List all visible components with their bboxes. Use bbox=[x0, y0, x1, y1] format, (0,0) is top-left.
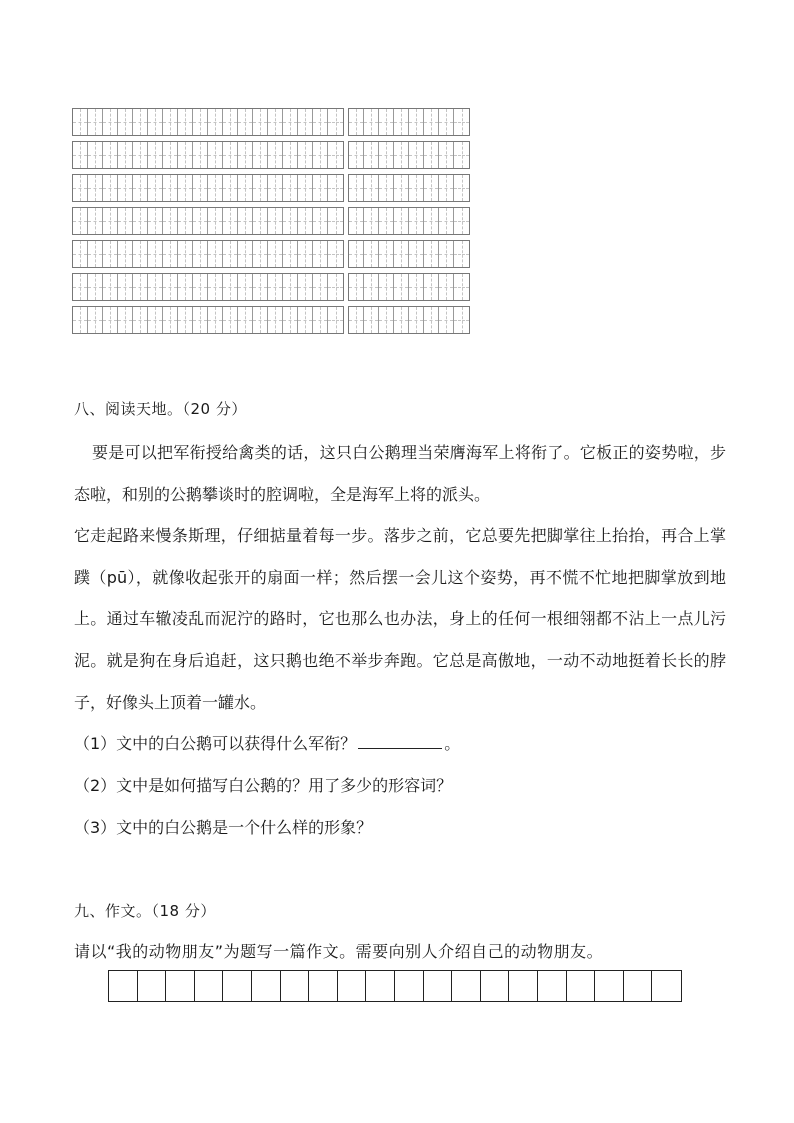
grid-cell[interactable] bbox=[73, 307, 88, 333]
essay-cell[interactable] bbox=[366, 971, 395, 1001]
essay-cell[interactable] bbox=[309, 971, 338, 1001]
grid-cell[interactable] bbox=[298, 142, 313, 168]
grid-cell[interactable] bbox=[268, 109, 283, 135]
grid-cell[interactable] bbox=[313, 274, 328, 300]
grid-block-left bbox=[72, 240, 344, 268]
grid-cell[interactable] bbox=[103, 274, 118, 300]
grid-cell[interactable] bbox=[439, 208, 454, 234]
grid-cell[interactable] bbox=[193, 142, 208, 168]
grid-cell[interactable] bbox=[178, 241, 193, 267]
essay-cell[interactable] bbox=[166, 971, 195, 1001]
grid-cell[interactable] bbox=[349, 241, 364, 267]
grid-cell[interactable] bbox=[454, 208, 469, 234]
grid-cell[interactable] bbox=[454, 241, 469, 267]
grid-cell[interactable] bbox=[238, 241, 253, 267]
grid-cell[interactable] bbox=[394, 142, 409, 168]
grid-cell[interactable] bbox=[118, 142, 133, 168]
grid-cell[interactable] bbox=[394, 208, 409, 234]
grid-cell[interactable] bbox=[193, 307, 208, 333]
grid-cell[interactable] bbox=[328, 307, 343, 333]
grid-cell[interactable] bbox=[328, 142, 343, 168]
section-8-title: 八、阅读天地。（20 分） bbox=[74, 400, 247, 418]
grid-cell[interactable] bbox=[409, 274, 424, 300]
grid-row bbox=[72, 207, 500, 235]
grid-cell[interactable] bbox=[364, 241, 379, 267]
grid-block-left bbox=[72, 108, 344, 136]
grid-cell[interactable] bbox=[409, 208, 424, 234]
essay-prompt: 请以“我的动物朋友”为题写一篇作文。需要向别人介绍自己的动物朋友。 bbox=[74, 942, 604, 961]
grid-cell[interactable] bbox=[424, 109, 439, 135]
grid-cell[interactable] bbox=[238, 208, 253, 234]
essay-cell[interactable] bbox=[109, 971, 138, 1001]
passage-paragraph-1: 要是可以把军衔授给禽类的话，这只白公鹅理当荣膺海军上将衔了。它板正的姿势啦，步态啦，和别的公鹅攀谈时的腔调啦，全是海军上将的派头。 bbox=[74, 443, 726, 504]
grid-cell[interactable] bbox=[454, 109, 469, 135]
grid-cell[interactable] bbox=[349, 109, 364, 135]
grid-cell[interactable] bbox=[424, 307, 439, 333]
essay-cell[interactable] bbox=[395, 971, 424, 1001]
grid-cell[interactable] bbox=[133, 175, 148, 201]
grid-cell[interactable] bbox=[298, 109, 313, 135]
essay-cell[interactable] bbox=[538, 971, 567, 1001]
essay-cell[interactable] bbox=[338, 971, 367, 1001]
grid-cell[interactable] bbox=[148, 142, 163, 168]
grid-cell[interactable] bbox=[298, 241, 313, 267]
grid-block-right bbox=[348, 240, 470, 268]
grid-cell[interactable] bbox=[223, 241, 238, 267]
grid-cell[interactable] bbox=[253, 241, 268, 267]
grid-cell[interactable] bbox=[223, 307, 238, 333]
grid-cell[interactable] bbox=[409, 307, 424, 333]
grid-cell[interactable] bbox=[103, 241, 118, 267]
grid-cell[interactable] bbox=[88, 109, 103, 135]
grid-cell[interactable] bbox=[439, 307, 454, 333]
essay-cell[interactable] bbox=[652, 971, 681, 1001]
grid-cell[interactable] bbox=[118, 109, 133, 135]
grid-cell[interactable] bbox=[178, 307, 193, 333]
grid-cell[interactable] bbox=[454, 142, 469, 168]
grid-cell[interactable] bbox=[133, 109, 148, 135]
grid-cell[interactable] bbox=[424, 175, 439, 201]
grid-cell[interactable] bbox=[409, 175, 424, 201]
grid-cell[interactable] bbox=[364, 274, 379, 300]
grid-cell[interactable] bbox=[394, 307, 409, 333]
grid-cell[interactable] bbox=[73, 109, 88, 135]
grid-cell[interactable] bbox=[313, 241, 328, 267]
grid-cell[interactable] bbox=[283, 241, 298, 267]
grid-block-left bbox=[72, 141, 344, 169]
grid-cell[interactable] bbox=[364, 175, 379, 201]
grid-cell[interactable] bbox=[208, 142, 223, 168]
grid-cell[interactable] bbox=[394, 274, 409, 300]
grid-cell[interactable] bbox=[103, 175, 118, 201]
grid-cell[interactable] bbox=[283, 307, 298, 333]
grid-cell[interactable] bbox=[454, 274, 469, 300]
grid-cell[interactable] bbox=[379, 274, 394, 300]
grid-block-left bbox=[72, 273, 344, 301]
grid-cell[interactable] bbox=[133, 307, 148, 333]
grid-cell[interactable] bbox=[394, 109, 409, 135]
grid-cell[interactable] bbox=[328, 175, 343, 201]
grid-cell[interactable] bbox=[268, 274, 283, 300]
writing-grid[interactable] bbox=[72, 108, 500, 339]
grid-cell[interactable] bbox=[193, 175, 208, 201]
grid-cell[interactable] bbox=[253, 142, 268, 168]
grid-cell[interactable] bbox=[103, 208, 118, 234]
grid-cell[interactable] bbox=[238, 307, 253, 333]
grid-cell[interactable] bbox=[148, 274, 163, 300]
grid-cell[interactable] bbox=[163, 307, 178, 333]
reading-passage bbox=[74, 432, 726, 723]
grid-cell[interactable] bbox=[268, 241, 283, 267]
grid-cell[interactable] bbox=[313, 142, 328, 168]
grid-cell[interactable] bbox=[424, 208, 439, 234]
grid-row bbox=[72, 273, 500, 301]
grid-cell[interactable] bbox=[394, 241, 409, 267]
grid-cell[interactable] bbox=[328, 109, 343, 135]
question-1-end: 。 bbox=[444, 734, 461, 753]
grid-cell[interactable] bbox=[163, 109, 178, 135]
grid-row bbox=[72, 108, 500, 136]
grid-cell[interactable] bbox=[133, 208, 148, 234]
grid-cell[interactable] bbox=[178, 175, 193, 201]
grid-cell[interactable] bbox=[118, 307, 133, 333]
grid-row bbox=[72, 306, 500, 334]
grid-cell[interactable] bbox=[238, 274, 253, 300]
grid-cell[interactable] bbox=[193, 109, 208, 135]
grid-cell[interactable] bbox=[424, 142, 439, 168]
grid-cell[interactable] bbox=[88, 175, 103, 201]
grid-cell[interactable] bbox=[298, 208, 313, 234]
grid-cell[interactable] bbox=[148, 175, 163, 201]
grid-cell[interactable] bbox=[208, 307, 223, 333]
grid-cell[interactable] bbox=[349, 307, 364, 333]
grid-cell[interactable] bbox=[439, 109, 454, 135]
grid-cell[interactable] bbox=[454, 175, 469, 201]
grid-cell[interactable] bbox=[439, 175, 454, 201]
grid-cell[interactable] bbox=[148, 307, 163, 333]
grid-cell[interactable] bbox=[439, 241, 454, 267]
grid-block-right bbox=[348, 306, 470, 334]
grid-cell[interactable] bbox=[163, 274, 178, 300]
grid-cell[interactable] bbox=[133, 274, 148, 300]
grid-cell[interactable] bbox=[118, 208, 133, 234]
grid-cell[interactable] bbox=[163, 208, 178, 234]
grid-cell[interactable] bbox=[148, 208, 163, 234]
grid-cell[interactable] bbox=[73, 142, 88, 168]
grid-cell[interactable] bbox=[148, 241, 163, 267]
essay-cell[interactable] bbox=[595, 971, 624, 1001]
grid-cell[interactable] bbox=[349, 208, 364, 234]
grid-cell[interactable] bbox=[103, 307, 118, 333]
grid-cell[interactable] bbox=[268, 175, 283, 201]
grid-cell[interactable] bbox=[379, 175, 394, 201]
grid-cell[interactable] bbox=[364, 109, 379, 135]
grid-cell[interactable] bbox=[73, 208, 88, 234]
grid-cell[interactable] bbox=[394, 175, 409, 201]
question-1 bbox=[74, 731, 460, 754]
section-9-title: 九、作文。（18 分） bbox=[74, 902, 216, 920]
grid-cell[interactable] bbox=[178, 142, 193, 168]
grid-cell[interactable] bbox=[88, 274, 103, 300]
essay-cell[interactable] bbox=[195, 971, 224, 1001]
grid-cell[interactable] bbox=[268, 142, 283, 168]
grid-cell[interactable] bbox=[379, 307, 394, 333]
grid-cell[interactable] bbox=[208, 175, 223, 201]
grid-cell[interactable] bbox=[88, 208, 103, 234]
grid-cell[interactable] bbox=[283, 142, 298, 168]
grid-cell[interactable] bbox=[349, 175, 364, 201]
grid-cell[interactable] bbox=[283, 208, 298, 234]
grid-cell[interactable] bbox=[313, 109, 328, 135]
grid-cell[interactable] bbox=[409, 142, 424, 168]
question-1-text: （1）文中的白公鹅可以获得什么军衔？ bbox=[74, 734, 357, 753]
essay-cell[interactable] bbox=[138, 971, 167, 1001]
grid-row bbox=[72, 174, 500, 202]
essay-cell[interactable] bbox=[281, 971, 310, 1001]
grid-cell[interactable] bbox=[133, 241, 148, 267]
grid-cell[interactable] bbox=[163, 175, 178, 201]
grid-cell[interactable] bbox=[328, 274, 343, 300]
grid-cell[interactable] bbox=[283, 109, 298, 135]
question-2: （2）文中是如何描写白公鹅的？用了多少的形容词？ bbox=[74, 776, 453, 795]
grid-cell[interactable] bbox=[253, 175, 268, 201]
grid-cell[interactable] bbox=[313, 307, 328, 333]
grid-cell[interactable] bbox=[253, 307, 268, 333]
grid-cell[interactable] bbox=[88, 241, 103, 267]
grid-cell[interactable] bbox=[88, 307, 103, 333]
essay-cell[interactable] bbox=[452, 971, 481, 1001]
grid-cell[interactable] bbox=[88, 142, 103, 168]
grid-cell[interactable] bbox=[223, 274, 238, 300]
grid-cell[interactable] bbox=[133, 142, 148, 168]
grid-cell[interactable] bbox=[73, 175, 88, 201]
grid-cell[interactable] bbox=[283, 274, 298, 300]
grid-cell[interactable] bbox=[73, 241, 88, 267]
grid-cell[interactable] bbox=[313, 175, 328, 201]
grid-cell[interactable] bbox=[208, 208, 223, 234]
grid-cell[interactable] bbox=[238, 109, 253, 135]
grid-cell[interactable] bbox=[268, 208, 283, 234]
essay-answer-row[interactable] bbox=[108, 970, 682, 1002]
grid-cell[interactable] bbox=[439, 142, 454, 168]
grid-cell[interactable] bbox=[349, 142, 364, 168]
grid-cell[interactable] bbox=[313, 208, 328, 234]
essay-cell[interactable] bbox=[424, 971, 453, 1001]
essay-cell[interactable] bbox=[624, 971, 653, 1001]
grid-cell[interactable] bbox=[118, 274, 133, 300]
grid-cell[interactable] bbox=[148, 109, 163, 135]
grid-cell[interactable] bbox=[253, 208, 268, 234]
grid-cell[interactable] bbox=[298, 274, 313, 300]
grid-cell[interactable] bbox=[379, 142, 394, 168]
grid-cell[interactable] bbox=[409, 109, 424, 135]
grid-cell[interactable] bbox=[253, 109, 268, 135]
grid-cell[interactable] bbox=[439, 274, 454, 300]
grid-cell[interactable] bbox=[163, 241, 178, 267]
grid-cell[interactable] bbox=[73, 274, 88, 300]
grid-cell[interactable] bbox=[364, 208, 379, 234]
grid-cell[interactable] bbox=[379, 208, 394, 234]
grid-cell[interactable] bbox=[118, 175, 133, 201]
question-3: （3）文中的白公鹅是一个什么样的形象？ bbox=[74, 818, 373, 837]
grid-cell[interactable] bbox=[163, 142, 178, 168]
grid-cell[interactable] bbox=[193, 208, 208, 234]
passage-paragraph-2: 它走起路来慢条斯理，仔细掂量着每一步。落步之前，它总要先把脚掌往上抬抬，再合上掌蹼（pū），就像收起张开的扇面一样；然后摆一会儿这个姿势，再不慌不忙地把脚掌放到地上。通过车辙凌乱而泥泞的路时，它也那么也办法，身上的任何一根细翎都不沾上一点儿污泥。就是狗在身后追赶，这只鹅也绝不举步奔跑。它总是高傲地，一动不动地挺着长长的脖子，好像头上顶着一罐水。 bbox=[74, 526, 726, 712]
grid-block-left bbox=[72, 174, 344, 202]
grid-row bbox=[72, 141, 500, 169]
grid-cell[interactable] bbox=[349, 274, 364, 300]
grid-block-left bbox=[72, 306, 344, 334]
grid-cell[interactable] bbox=[268, 307, 283, 333]
grid-cell[interactable] bbox=[379, 241, 394, 267]
essay-cell[interactable] bbox=[252, 971, 281, 1001]
grid-cell[interactable] bbox=[454, 307, 469, 333]
grid-cell[interactable] bbox=[223, 175, 238, 201]
essay-cell[interactable] bbox=[481, 971, 510, 1001]
grid-cell[interactable] bbox=[178, 208, 193, 234]
grid-cell[interactable] bbox=[208, 274, 223, 300]
grid-cell[interactable] bbox=[193, 241, 208, 267]
grid-cell[interactable] bbox=[193, 274, 208, 300]
grid-cell[interactable] bbox=[223, 208, 238, 234]
grid-block-right bbox=[348, 141, 470, 169]
grid-cell[interactable] bbox=[223, 142, 238, 168]
grid-cell[interactable] bbox=[178, 109, 193, 135]
grid-cell[interactable] bbox=[103, 142, 118, 168]
grid-cell[interactable] bbox=[364, 307, 379, 333]
grid-cell[interactable] bbox=[178, 274, 193, 300]
grid-cell[interactable] bbox=[328, 208, 343, 234]
grid-cell[interactable] bbox=[238, 175, 253, 201]
grid-cell[interactable] bbox=[208, 109, 223, 135]
grid-cell[interactable] bbox=[298, 307, 313, 333]
grid-block-right bbox=[348, 273, 470, 301]
essay-cell[interactable] bbox=[509, 971, 538, 1001]
grid-block-left bbox=[72, 207, 344, 235]
grid-cell[interactable] bbox=[409, 241, 424, 267]
grid-cell[interactable] bbox=[328, 241, 343, 267]
grid-cell[interactable] bbox=[208, 241, 223, 267]
grid-cell[interactable] bbox=[253, 274, 268, 300]
grid-cell[interactable] bbox=[238, 142, 253, 168]
grid-row bbox=[72, 240, 500, 268]
grid-cell[interactable] bbox=[223, 109, 238, 135]
grid-cell[interactable] bbox=[283, 175, 298, 201]
answer-blank[interactable] bbox=[358, 734, 442, 749]
grid-cell[interactable] bbox=[298, 175, 313, 201]
grid-cell[interactable] bbox=[424, 241, 439, 267]
grid-cell[interactable] bbox=[364, 142, 379, 168]
grid-cell[interactable] bbox=[424, 274, 439, 300]
grid-block-right bbox=[348, 174, 470, 202]
essay-cell[interactable] bbox=[567, 971, 596, 1001]
grid-cell[interactable] bbox=[103, 109, 118, 135]
essay-cell[interactable] bbox=[223, 971, 252, 1001]
grid-block-right bbox=[348, 108, 470, 136]
grid-block-right bbox=[348, 207, 470, 235]
grid-cell[interactable] bbox=[118, 241, 133, 267]
grid-cell[interactable] bbox=[379, 109, 394, 135]
